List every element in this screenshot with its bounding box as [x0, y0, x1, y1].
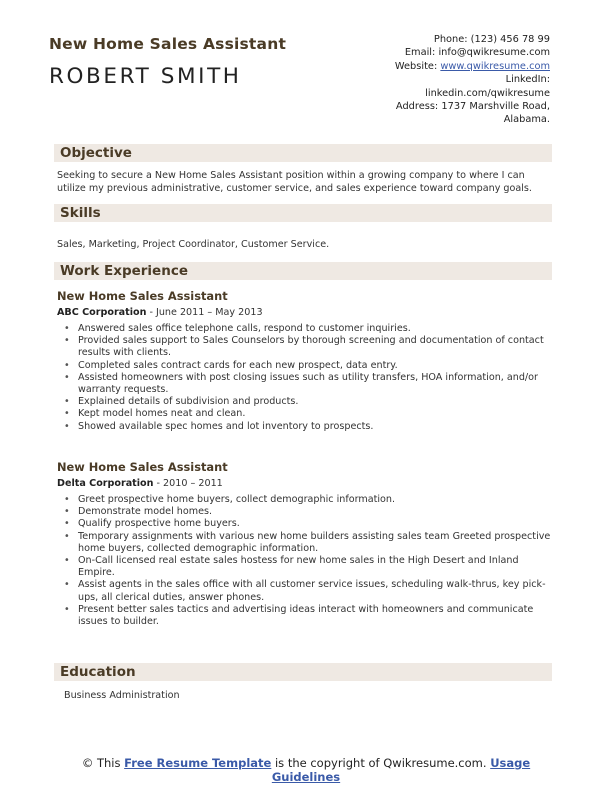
contact-website-label: Website: — [394, 60, 441, 72]
candidate-name: ROBERT SMITH — [49, 64, 242, 89]
contact-block — [365, 33, 550, 127]
contact-linkedin-label: LinkedIn: — [505, 74, 550, 86]
objective-heading: Objective — [60, 145, 132, 161]
list-item: • Present better sales tactics and advertising ideas interact with homeowners and communicate issues to builder. — [64, 604, 552, 628]
education-section-header — [54, 663, 552, 681]
list-item: • Assist agents in the sales office with all customer service issues, scheduling walk-thrus, key pick-ups, all clerical duties, answer phones. — [64, 579, 552, 603]
list-item: • Temporary assignments with various new home builders assisting sales team Greeted prospective home buyers, collected demographic information. — [64, 531, 552, 555]
objective-section-header — [54, 144, 552, 162]
usage-link[interactable]: Usage — [490, 756, 531, 770]
company-name: Delta Corporation — [57, 478, 154, 489]
education-text: Business Administration — [64, 690, 180, 701]
contact-phone: Phone: (123) 456 78 99 — [433, 34, 550, 45]
footer — [0, 756, 612, 784]
list-item: • On-Call licensed real estate sales hostess for new home sales in the High Desert and Inland Empire. — [64, 555, 552, 579]
list-item: • Demonstrate model homes. — [64, 506, 552, 518]
work-heading: Work Experience — [60, 263, 188, 279]
list-item: • Assisted homeowners with post closing issues such as utility transfers, HOA information, and/or warranty requests. — [64, 372, 552, 396]
list-item: • Provided sales support to Sales Counselors by thorough screening and documentation of contact results with clients. — [64, 335, 552, 359]
job-company — [57, 307, 263, 318]
website-link[interactable]: www.qwikresume.com — [440, 60, 550, 72]
skills-text: Sales, Marketing, Project Coordinator, Customer Service. — [57, 239, 330, 250]
job-company — [57, 478, 223, 489]
job-title: New Home Sales Assistant — [57, 289, 228, 303]
list-item: • Greet prospective home buyers, collect demographic information. — [64, 494, 552, 506]
list-item: • Explained details of subdivision and products. — [64, 396, 552, 408]
company-name: ABC Corporation — [57, 307, 147, 318]
resume-job-title: New Home Sales Assistant — [49, 35, 287, 53]
contact-email: Email: info@qwikresume.com — [404, 47, 550, 59]
job-dates: - June 2011 – May 2013 — [146, 307, 263, 318]
job-title: New Home Sales Assistant — [57, 460, 228, 474]
job-dates: - 2010 – 2011 — [153, 478, 223, 489]
job-bullets — [64, 323, 552, 433]
footer-middle: is the copyright of Qwikresume.com. — [271, 756, 491, 770]
skills-section-header — [54, 204, 552, 222]
education-heading: Education — [60, 664, 136, 680]
job-bullets — [64, 494, 552, 628]
skills-heading: Skills — [60, 205, 101, 221]
footer-prefix: © This — [81, 756, 125, 770]
list-item: • Qualify prospective home buyers. — [64, 518, 552, 530]
work-section-header — [54, 262, 552, 280]
objective-text: Seeking to secure a New Home Sales Assistant position within a growing company to where I can utilize my previous administrative, customer service, and sales experience toward company goals. — [57, 170, 532, 194]
contact-linkedin-value: linkedin.com/qwikresume — [425, 87, 550, 99]
list-item: • Answered sales office telephone calls, respond to customer inquiries. — [64, 323, 552, 335]
free-resume-template-link[interactable]: Free Resume Template — [124, 756, 272, 770]
guidelines-link[interactable]: Guidelines — [271, 770, 341, 784]
contact-address-line1: Address: 1737 Marshville Road, — [395, 101, 550, 113]
list-item: • Showed available spec homes and lot inventory to prospects. — [64, 421, 552, 433]
contact-address-line2: Alabama. — [503, 114, 550, 126]
contact-website — [365, 60, 550, 73]
list-item: • Completed sales contract cards for each new prospect, data entry. — [64, 360, 552, 372]
list-item: • Kept model homes neat and clean. — [64, 408, 552, 420]
